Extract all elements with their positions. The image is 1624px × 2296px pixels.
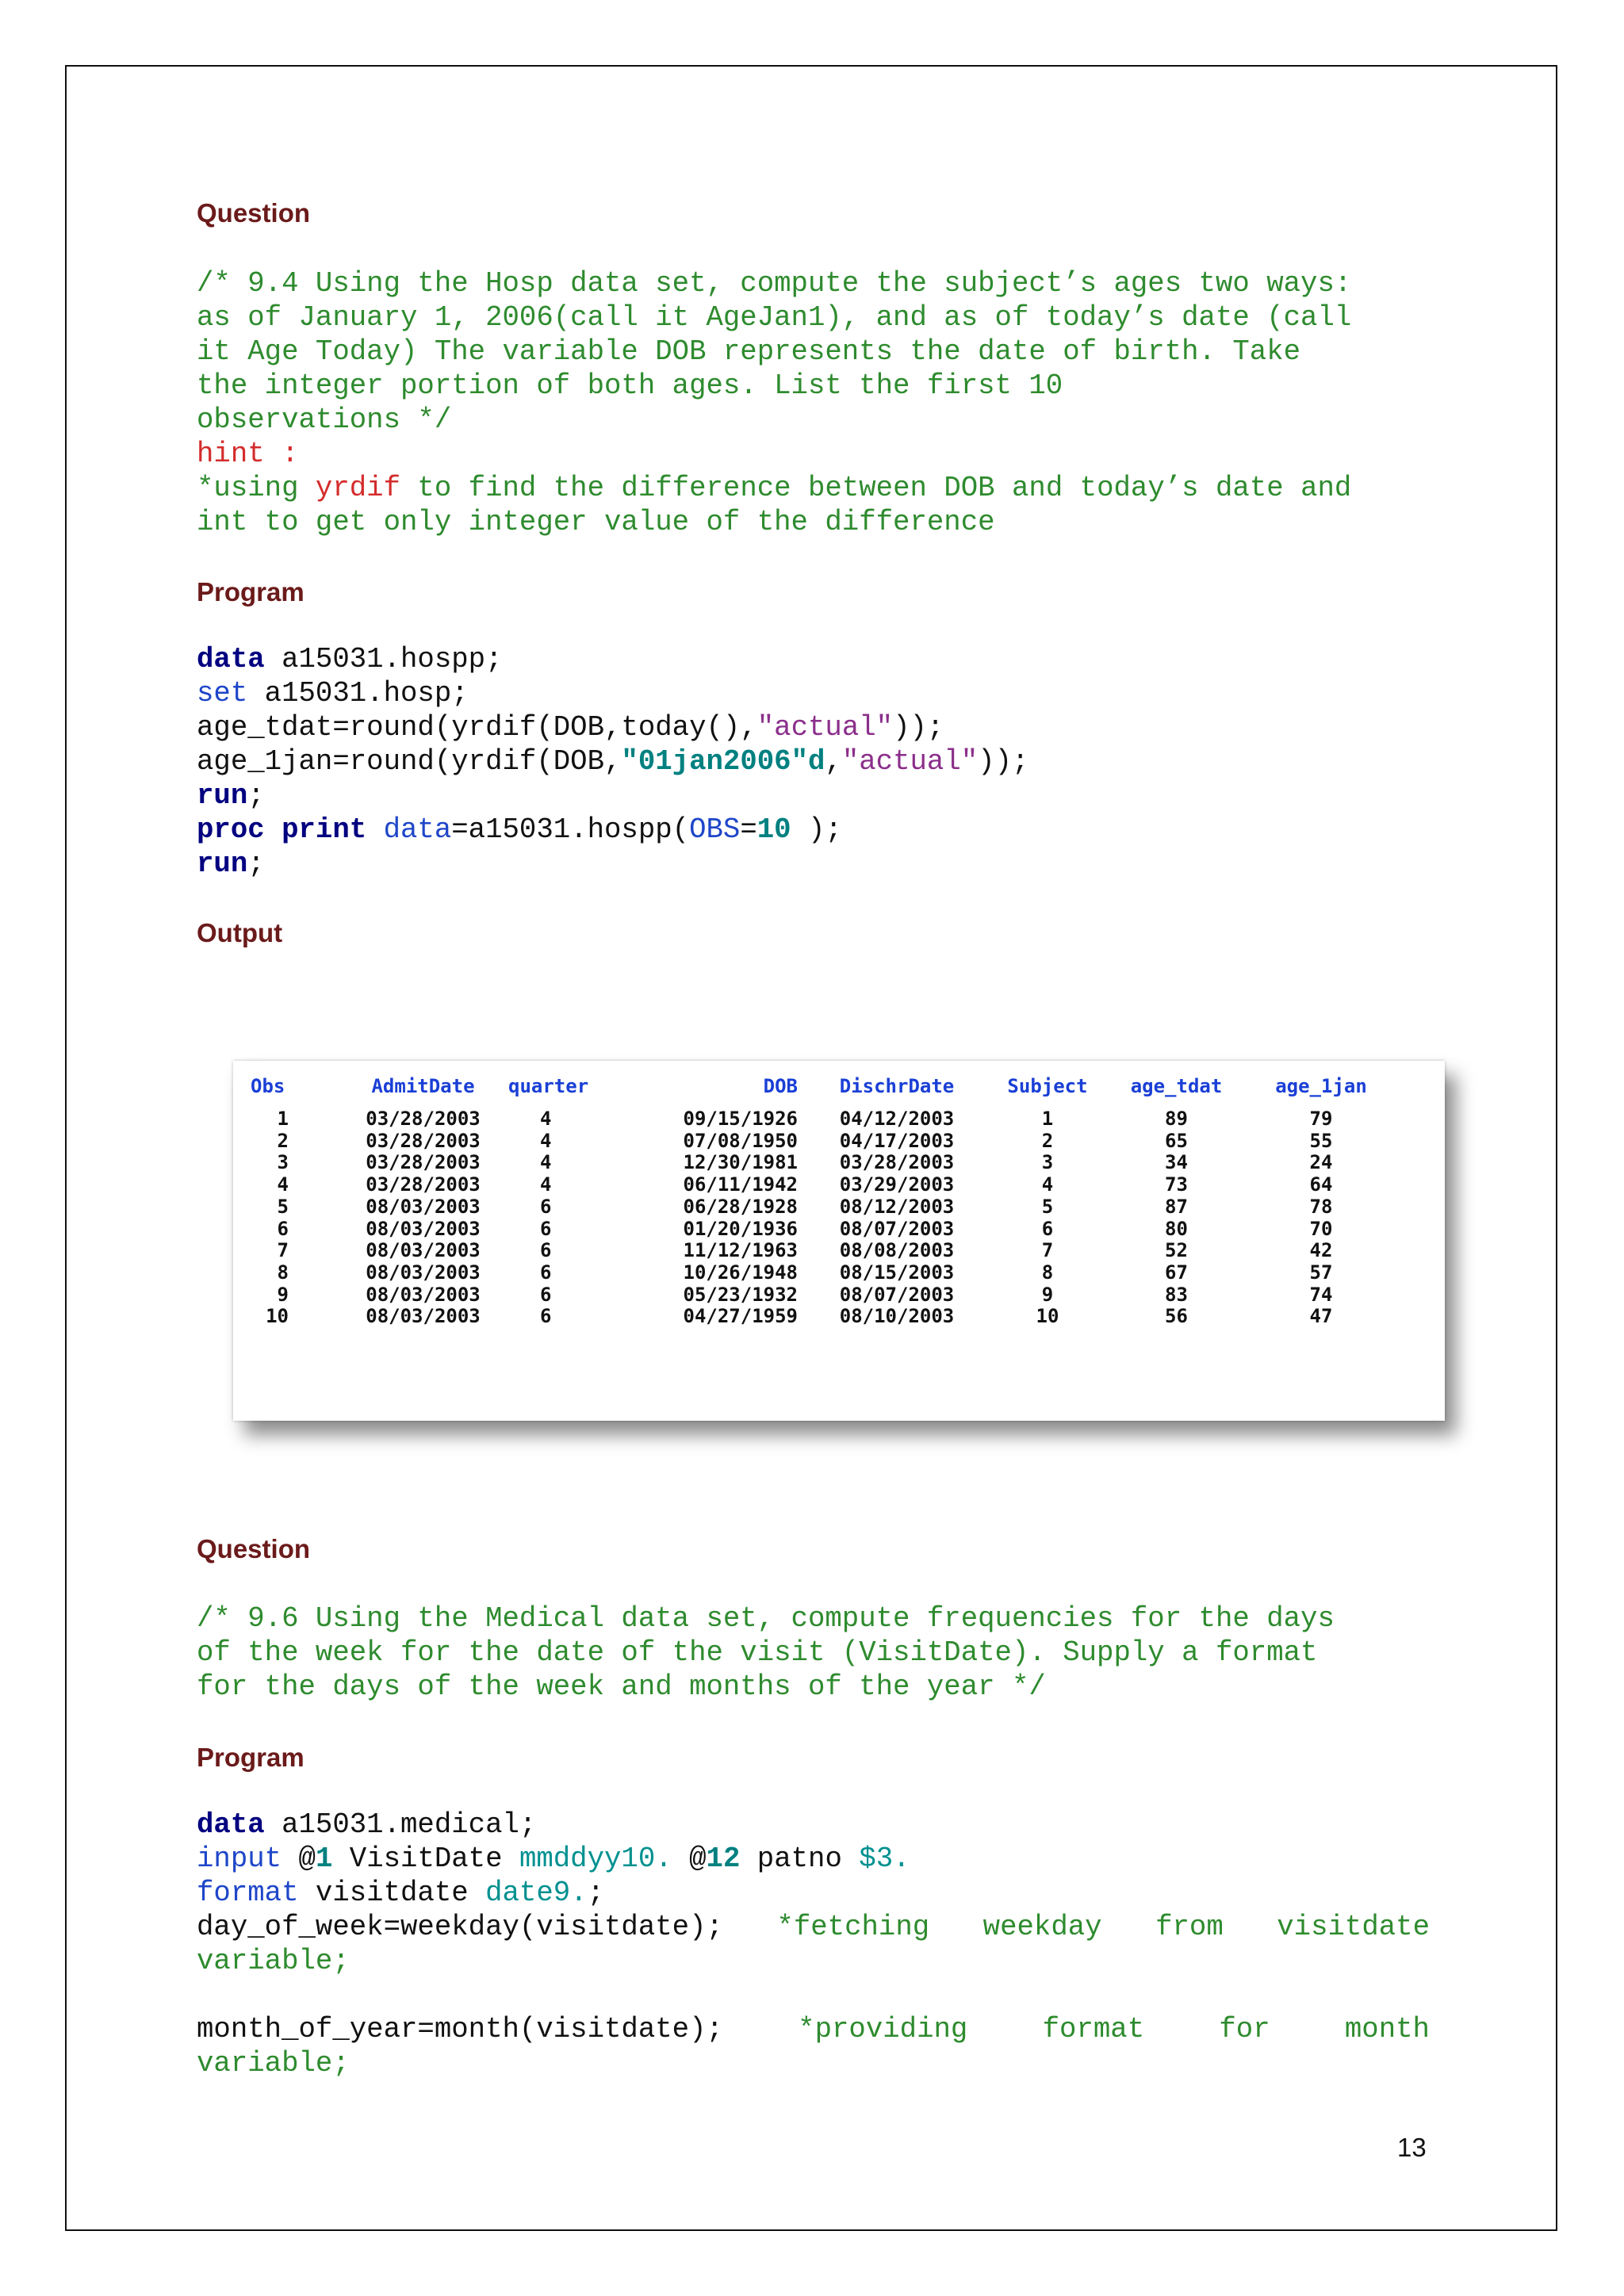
question-heading-2: Question bbox=[197, 1534, 311, 1563]
code-keyword: data bbox=[197, 1808, 265, 1841]
code-comment-continuation: variable; bbox=[197, 2047, 350, 2080]
code-text: month_of_year=month(visitdate); bbox=[197, 2013, 723, 2045]
table-cell: 2 bbox=[1041, 1129, 1054, 1152]
table-cell: 8 bbox=[1041, 1261, 1054, 1284]
table-cell: 08/12/2003 bbox=[839, 1195, 955, 1218]
code-text: patno bbox=[740, 1843, 860, 1875]
code-number: 12 bbox=[706, 1843, 741, 1875]
table-cell: 03/28/2003 bbox=[366, 1173, 481, 1196]
table-cell: 08/08/2003 bbox=[839, 1239, 955, 1262]
table-cell: 6 bbox=[540, 1195, 552, 1218]
code-keyword: format bbox=[197, 1877, 299, 1909]
code-text: a15031.hosp; bbox=[247, 677, 469, 710]
code-date-literal: "01jan2006"d bbox=[621, 745, 825, 778]
output-panel bbox=[233, 1061, 1445, 1421]
column-header: Subject bbox=[1007, 1075, 1088, 1097]
program-1-code bbox=[197, 642, 1028, 881]
code-comment-word: weekday bbox=[982, 1911, 1102, 1943]
table-cell: 83 bbox=[1165, 1283, 1188, 1306]
table-cell: 42 bbox=[1309, 1239, 1333, 1262]
code-keyword: run bbox=[197, 848, 248, 880]
column-header: Obs bbox=[251, 1075, 285, 1097]
table-cell: 56 bbox=[1165, 1305, 1188, 1328]
question-2-text bbox=[197, 1601, 1335, 1704]
table-cell: 3 bbox=[277, 1151, 289, 1174]
code-text: day_of_week=weekday(visitdate); bbox=[197, 1911, 723, 1943]
table-cell: 87 bbox=[1165, 1195, 1188, 1218]
table-cell: 55 bbox=[1309, 1129, 1333, 1152]
hint-line-1 bbox=[197, 472, 1351, 504]
table-cell: 08/10/2003 bbox=[839, 1305, 955, 1328]
code-number: 1 bbox=[315, 1843, 333, 1875]
question-heading-1: Question bbox=[197, 198, 311, 228]
code-comment-continuation: variable; bbox=[197, 1945, 350, 1977]
comment-line: it Age Today) The variable DOB represents the date of birth. Take bbox=[197, 335, 1301, 368]
code-text: visitdate bbox=[298, 1877, 486, 1909]
table-cell: 6 bbox=[540, 1239, 552, 1262]
table-cell: 9 bbox=[277, 1283, 289, 1306]
column-header: AdmitDate bbox=[371, 1075, 475, 1097]
code-text: ); bbox=[791, 813, 842, 846]
table-cell: 12/30/1981 bbox=[683, 1151, 798, 1174]
code-text: ; bbox=[247, 779, 265, 812]
code-comment-word: *providing bbox=[798, 2013, 968, 2045]
comment-line: observations */ bbox=[197, 404, 452, 436]
code-text: = bbox=[740, 813, 757, 846]
code-comment-word: from bbox=[1155, 1911, 1224, 1943]
column-header: DOB bbox=[763, 1075, 798, 1097]
comment-line: the integer portion of both ages. List the first 10 bbox=[197, 369, 1063, 402]
comment-line: of the week for the date of the visit (VisitDate). Supply a format bbox=[197, 1636, 1318, 1669]
table-cell: 2 bbox=[277, 1129, 289, 1152]
comment-line: as of January 1, 2006(call it AgeJan1), and as of today’s date (call bbox=[197, 301, 1352, 334]
code-text: ; bbox=[247, 848, 265, 880]
table-cell: 7 bbox=[1041, 1239, 1054, 1262]
output-table bbox=[251, 1075, 1396, 1328]
code-comment-word: *fetching bbox=[776, 1911, 930, 1943]
code-keyword: proc print bbox=[197, 813, 367, 846]
comment-line: /* 9.4 Using the Hosp data set, compute the subject’s ages two ways: bbox=[197, 267, 1352, 300]
question-1-text bbox=[197, 266, 1351, 539]
table-cell: 3 bbox=[1041, 1151, 1054, 1174]
table-cell: 06/28/1928 bbox=[683, 1195, 798, 1218]
table-cell: 9 bbox=[1041, 1283, 1054, 1306]
table-cell: 89 bbox=[1165, 1108, 1188, 1130]
table-cell: 08/03/2003 bbox=[366, 1305, 481, 1328]
code-comment-word: for bbox=[1219, 2013, 1270, 2045]
table-cell: 05/23/1932 bbox=[683, 1283, 798, 1306]
table-cell: 57 bbox=[1309, 1261, 1333, 1284]
code-text: @ bbox=[282, 1843, 316, 1875]
table-cell: 65 bbox=[1165, 1129, 1188, 1152]
code-option: data bbox=[383, 813, 452, 846]
table-cell: 79 bbox=[1309, 1108, 1333, 1130]
code-text: @ bbox=[672, 1843, 707, 1875]
code-text: age_1jan=round(yrdif(DOB, bbox=[197, 745, 622, 778]
code-format: $3. bbox=[859, 1843, 910, 1875]
hint-suffix: to find the difference between DOB and today’s date and bbox=[400, 472, 1352, 504]
table-row bbox=[251, 1108, 1396, 1131]
column-header: age_tdat bbox=[1130, 1075, 1223, 1097]
program-heading-1: Program bbox=[197, 577, 304, 607]
column-header: quarter bbox=[508, 1075, 589, 1097]
table-cell: 7 bbox=[277, 1239, 289, 1262]
column-header: age_1jan bbox=[1275, 1075, 1367, 1097]
table-cell: 78 bbox=[1309, 1195, 1333, 1218]
table-row bbox=[251, 1306, 1396, 1328]
table-cell: 4 bbox=[540, 1173, 552, 1196]
table-cell: 64 bbox=[1309, 1173, 1333, 1196]
table-cell: 80 bbox=[1165, 1217, 1188, 1240]
table-cell: 67 bbox=[1165, 1261, 1188, 1284]
hint-func: yrdif bbox=[315, 472, 401, 504]
table-row bbox=[251, 1174, 1396, 1196]
code-comment-word: month bbox=[1344, 2013, 1430, 2045]
table-cell: 4 bbox=[277, 1173, 289, 1196]
justified-code-line bbox=[197, 1910, 1430, 1944]
table-cell: 08/03/2003 bbox=[366, 1283, 481, 1306]
table-cell: 08/15/2003 bbox=[839, 1261, 955, 1284]
table-cell: 09/15/1926 bbox=[683, 1108, 798, 1130]
table-cell: 04/27/1959 bbox=[683, 1305, 798, 1328]
table-cell: 6 bbox=[1041, 1217, 1054, 1240]
program-2-line-6 bbox=[197, 2012, 1430, 2080]
table-cell: 52 bbox=[1165, 1239, 1188, 1262]
table-row bbox=[251, 1131, 1396, 1153]
table-header-row bbox=[251, 1075, 1396, 1108]
table-cell: 5 bbox=[1041, 1195, 1054, 1218]
table-cell: 03/28/2003 bbox=[839, 1151, 955, 1174]
table-cell: 6 bbox=[540, 1261, 552, 1284]
code-text: ; bbox=[587, 1877, 604, 1909]
code-option: OBS bbox=[689, 813, 741, 846]
code-comment-word: visitdate bbox=[1277, 1911, 1430, 1943]
table-cell: 74 bbox=[1309, 1283, 1333, 1306]
table-cell: 1 bbox=[1041, 1108, 1054, 1130]
table-cell: 6 bbox=[540, 1217, 552, 1240]
code-text: VisitDate bbox=[332, 1843, 519, 1875]
code-text bbox=[366, 813, 383, 846]
comment-line: /* 9.6 Using the Medical data set, compute frequencies for the days bbox=[197, 1602, 1335, 1635]
table-cell: 03/29/2003 bbox=[839, 1173, 955, 1196]
code-string: "actual" bbox=[756, 711, 894, 744]
code-keyword: input bbox=[197, 1843, 282, 1875]
table-cell: 4 bbox=[540, 1151, 552, 1174]
code-string: "actual" bbox=[841, 745, 979, 778]
table-cell: 34 bbox=[1165, 1151, 1188, 1174]
code-text: age_tdat=round(yrdif(DOB,today(), bbox=[197, 711, 757, 744]
table-row bbox=[251, 1262, 1396, 1284]
table-cell: 10 bbox=[266, 1305, 289, 1328]
table-row bbox=[251, 1240, 1396, 1262]
program-heading-2: Program bbox=[197, 1743, 304, 1772]
code-keyword: run bbox=[197, 779, 248, 812]
code-text: )); bbox=[978, 745, 1029, 778]
table-row bbox=[251, 1152, 1396, 1174]
table-row bbox=[251, 1196, 1396, 1219]
table-cell: 07/08/1950 bbox=[683, 1129, 798, 1152]
code-text: =a15031.hospp( bbox=[451, 813, 690, 846]
hint-line-2: int to get only integer value of the difference bbox=[197, 506, 995, 538]
table-cell: 1 bbox=[277, 1108, 289, 1130]
table-cell: 47 bbox=[1309, 1305, 1333, 1328]
table-cell: 06/11/1942 bbox=[683, 1173, 798, 1196]
output-heading: Output bbox=[197, 918, 283, 947]
table-cell: 4 bbox=[1041, 1173, 1054, 1196]
table-cell: 8 bbox=[277, 1261, 289, 1284]
code-text: a15031.hospp; bbox=[264, 643, 503, 675]
table-row bbox=[251, 1219, 1396, 1241]
table-cell: 5 bbox=[277, 1195, 289, 1218]
table-cell: 08/07/2003 bbox=[839, 1283, 955, 1306]
table-cell: 04/17/2003 bbox=[839, 1129, 955, 1152]
page-number: 13 bbox=[1397, 2133, 1427, 2162]
table-body bbox=[251, 1108, 1396, 1328]
table-cell: 10 bbox=[1036, 1305, 1059, 1328]
table-cell: 6 bbox=[540, 1305, 552, 1328]
table-row bbox=[251, 1284, 1396, 1307]
table-cell: 70 bbox=[1309, 1217, 1333, 1240]
table-cell: 73 bbox=[1165, 1173, 1188, 1196]
column-header: DischrDate bbox=[839, 1075, 955, 1097]
program-2-code bbox=[197, 1808, 910, 1910]
table-cell: 11/12/1963 bbox=[683, 1239, 798, 1262]
table-cell: 03/28/2003 bbox=[366, 1108, 481, 1130]
comment-line: for the days of the week and months of the year */ bbox=[197, 1670, 1046, 1703]
code-text: )); bbox=[893, 711, 944, 744]
table-cell: 6 bbox=[540, 1283, 552, 1306]
table-cell: 10/26/1948 bbox=[683, 1261, 798, 1284]
table-cell: 04/12/2003 bbox=[839, 1108, 955, 1130]
table-cell: 08/03/2003 bbox=[366, 1239, 481, 1262]
code-keyword: data bbox=[197, 643, 265, 675]
code-text: , bbox=[825, 745, 842, 778]
justified-code-line bbox=[197, 2012, 1430, 2046]
table-cell: 08/03/2003 bbox=[366, 1261, 481, 1284]
table-cell: 08/03/2003 bbox=[366, 1217, 481, 1240]
table-cell: 03/28/2003 bbox=[366, 1129, 481, 1152]
code-keyword: set bbox=[197, 677, 248, 710]
table-cell: 03/28/2003 bbox=[366, 1151, 481, 1174]
table-cell: 08/03/2003 bbox=[366, 1195, 481, 1218]
code-format: date9. bbox=[485, 1877, 588, 1909]
hint-label: hint : bbox=[197, 438, 299, 470]
code-format: mmddyy10. bbox=[519, 1843, 672, 1875]
code-number: 10 bbox=[756, 813, 791, 846]
table-cell: 4 bbox=[540, 1129, 552, 1152]
code-text: a15031.medical; bbox=[264, 1808, 537, 1841]
hint-prefix: *using bbox=[197, 472, 316, 504]
table-cell: 01/20/1936 bbox=[683, 1217, 798, 1240]
program-2-line-4 bbox=[197, 1910, 1430, 1978]
table-cell: 08/07/2003 bbox=[839, 1217, 955, 1240]
table-cell: 4 bbox=[540, 1108, 552, 1130]
code-comment-word: format bbox=[1042, 2013, 1145, 2045]
table-cell: 24 bbox=[1309, 1151, 1333, 1174]
table-cell: 6 bbox=[277, 1217, 289, 1240]
